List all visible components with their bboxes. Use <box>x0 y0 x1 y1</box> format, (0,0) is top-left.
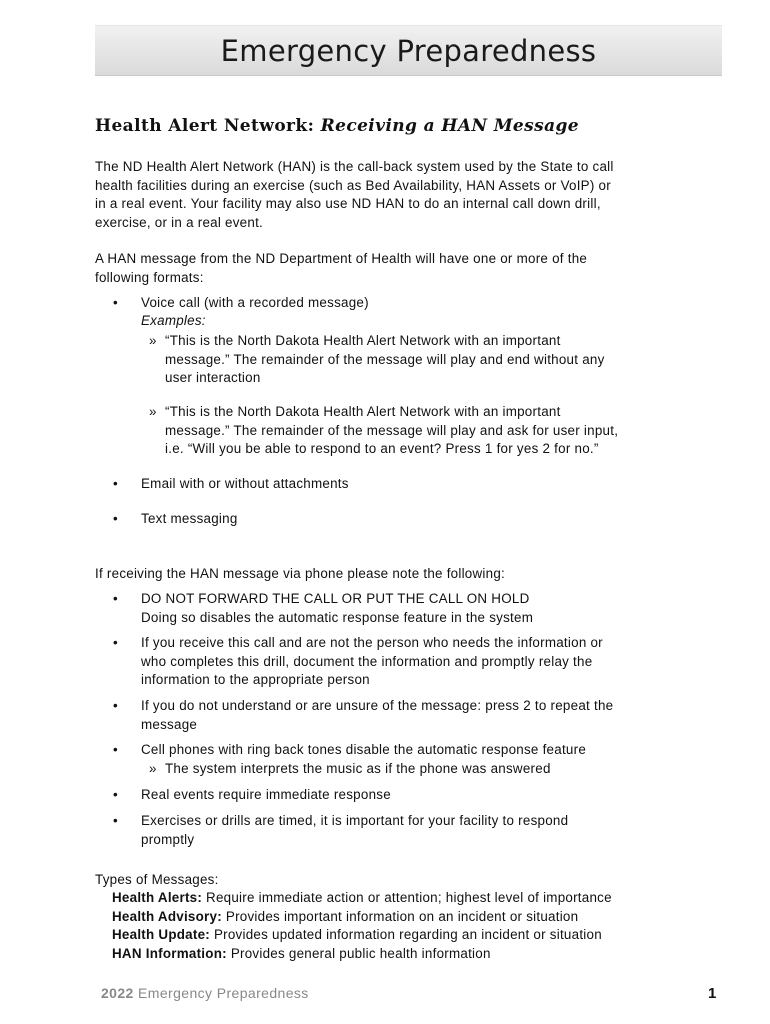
example-1 <box>149 332 724 388</box>
footer-text: Emergency Preparedness <box>133 985 309 1001</box>
list-item-email <box>113 475 723 494</box>
bullet-icon: • <box>113 476 118 491</box>
example-line: user interaction <box>165 370 261 385</box>
note-line: If you do not understand or are unsure of the message: press 2 to repeat the <box>141 698 614 713</box>
list-item-phone-note <box>113 590 723 627</box>
intro-line: in a real event. Your facility may also use ND HAN to do an internal call down drill, <box>95 196 601 211</box>
sub-bullet-icon: » <box>149 333 157 348</box>
intro-line: health facilities during an exercise (such as Bed Availability, HAN Assets or VoIP) or <box>95 177 611 193</box>
intro-line: The ND Health Alert Network (HAN) is the call-back system used by the State to call <box>95 159 614 174</box>
sub-bullet-icon: » <box>149 404 157 419</box>
formats-intro <box>95 250 720 287</box>
bullet-icon: • <box>113 295 118 310</box>
list-item-text-messaging <box>113 510 723 529</box>
sub-bullet-icon: » <box>149 761 157 776</box>
type-han-information: HAN Information: Provides general public health information <box>112 945 491 961</box>
note-line: who completes this drill, document the information and promptly relay the <box>141 653 593 669</box>
section-heading-italic: Receiving a HAN Message <box>320 116 579 136</box>
page-title: Emergency Preparedness <box>220 33 597 68</box>
section-heading <box>95 116 579 136</box>
list-item-phone-note <box>113 741 723 760</box>
note-line: message <box>141 716 198 732</box>
example-line: “This is the North Dakota Health Alert Network with an important <box>165 333 561 348</box>
intro-paragraph <box>95 158 720 232</box>
list-item-phone-note <box>113 697 723 734</box>
example-line: message.” The remainder of the message will play and end without any <box>165 351 605 367</box>
note-line: promptly <box>141 831 195 847</box>
section-heading-prefix: Health Alert Network: <box>95 116 315 136</box>
title-banner <box>95 25 722 76</box>
intro-line: exercise, or in a real event. <box>95 214 264 230</box>
bullet-icon: • <box>113 511 118 526</box>
phone-intro: If receiving the HAN message via phone please note the following: <box>95 566 506 581</box>
list-item-text: Text messaging <box>141 511 238 526</box>
bullet-icon: • <box>113 698 118 713</box>
note-line: If you receive this call and are not the person who needs the information or <box>141 635 603 650</box>
footer-label <box>101 985 309 1001</box>
note-line: Real events require immediate response <box>141 787 391 802</box>
note-line: DO NOT FORWARD THE CALL OR PUT THE CALL ON HOLD <box>141 591 530 606</box>
bullet-icon: • <box>113 742 118 757</box>
page-number: 1 <box>708 985 717 1002</box>
list-item-phone-note <box>113 634 723 690</box>
note-line: The system interprets the music as if the phone was answered <box>165 761 551 776</box>
note-line: Cell phones with ring back tones disable the automatic response feature <box>141 742 587 757</box>
list-item-phone-note <box>113 786 723 805</box>
footer-year: 2022 <box>101 985 134 1001</box>
formats-intro-line: A HAN message from the ND Department of Health will have one or more of the <box>95 251 588 266</box>
phone-note-sub <box>149 760 724 779</box>
bullet-icon: • <box>113 635 118 650</box>
type-health-alerts: Health Alerts: Require immediate action or attention; highest level of importance <box>112 890 612 905</box>
type-health-advisory: Health Advisory: Provides important information on an incident or situation <box>112 908 579 924</box>
types-list <box>112 889 612 963</box>
types-label: Types of Messages: <box>95 872 219 887</box>
list-item-text: Voice call (with a recorded message) <box>141 295 369 310</box>
bullet-icon: • <box>113 813 118 828</box>
examples-label: Examples: <box>141 313 206 328</box>
bullet-icon: • <box>113 787 118 802</box>
example-line: i.e. “Will you be able to respond to an event? Press 1 for yes 2 for no.” <box>165 441 599 456</box>
type-health-update: Health Update: Provides updated information regarding an incident or situation <box>112 927 602 942</box>
note-line: information to the appropriate person <box>141 672 370 687</box>
list-item-phone-note <box>113 812 723 849</box>
example-2 <box>149 403 724 459</box>
note-line: Exercises or drills are timed, it is important for your facility to respond <box>141 813 569 828</box>
list-item-voice-call <box>113 294 723 313</box>
formats-intro-line: following formats: <box>95 269 204 285</box>
bullet-icon: • <box>113 591 118 606</box>
example-line: “This is the North Dakota Health Alert Network with an important <box>165 404 561 419</box>
example-line: message.” The remainder of the message will play and ask for user input, <box>165 422 619 438</box>
list-item-text: Email with or without attachments <box>141 476 349 491</box>
note-line: Doing so disables the automatic response feature in the system <box>141 609 534 625</box>
